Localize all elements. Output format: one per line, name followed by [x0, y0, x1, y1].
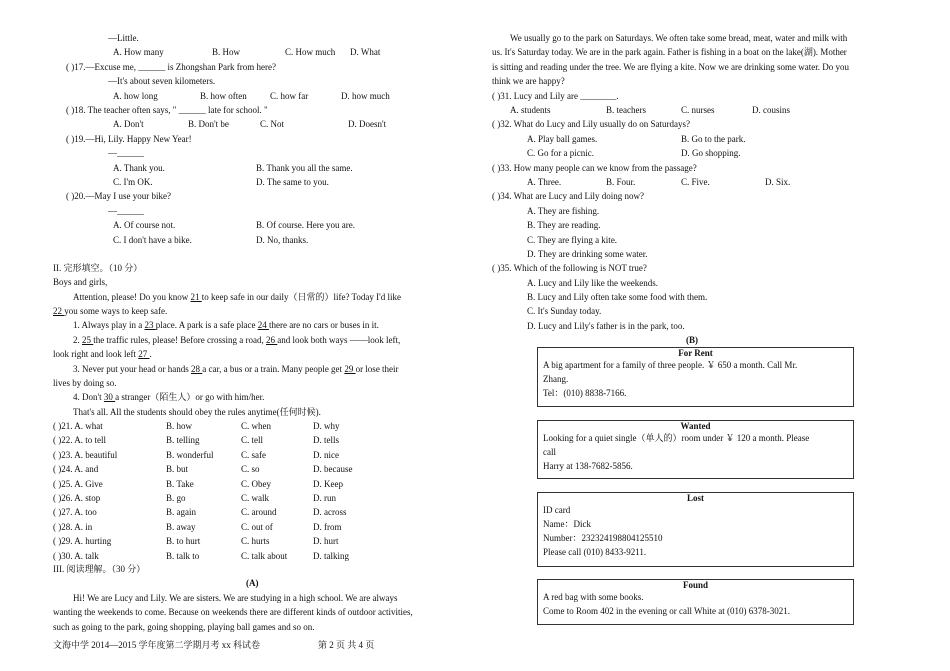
passage-line: We usually go to the park on Saturdays. We often take some bread, meat, water and milk with — [510, 33, 848, 43]
blank-23: 23 — [144, 320, 156, 330]
cloze-option: D. from — [313, 521, 342, 532]
ad-title: Lost — [686, 493, 704, 503]
q20-stem: ( )20.—May I use your bike? — [66, 191, 171, 201]
passage-b-title: (B) — [686, 335, 698, 345]
text: . — [149, 349, 152, 359]
q34-a: A. They are fishing. — [527, 206, 600, 216]
q32-a: A. Play ball games. — [527, 134, 598, 144]
ad-lost — [537, 492, 854, 567]
q32-stem: ( )32. What do Lucy and Lily usually do on Saturdays? — [492, 119, 691, 129]
cloze-option: B. wonderful — [166, 449, 214, 460]
q20-c: C. I don't have a bike. — [113, 235, 192, 245]
ad-line: call — [543, 447, 556, 457]
cloze-option: C. tell — [241, 435, 263, 446]
ad-body — [538, 358, 853, 400]
cloze-option: B. Take — [166, 478, 194, 489]
ad-found — [537, 579, 854, 625]
blank-21: 21 — [190, 292, 202, 302]
q20-a: A. Of course not. — [113, 220, 176, 230]
q19-stem: ( )19.—Hi, Lily. Happy New Year! — [66, 134, 192, 144]
q35-stem: ( )35. Which of the following is NOT true? — [492, 263, 647, 273]
footer-page: 第 2 页 共 4 页 — [318, 640, 375, 650]
cloze-option: ( )27. A. too — [53, 507, 97, 518]
cloze-option: B. to hurt — [166, 536, 201, 547]
q32-b: B. Go to the park. — [681, 134, 746, 144]
q19-b: B. Thank you all the same. — [256, 163, 353, 173]
passage-a-line: wanting the weekends to come. Because on weekends there are different kinds of outdoor activities, — [53, 607, 413, 617]
ad-line: Tel：(010) 8838-7166. — [543, 388, 627, 398]
text: look right and look left — [53, 349, 139, 359]
ad-wanted — [537, 420, 854, 479]
q31-a: A. students — [510, 105, 551, 115]
passage-line: is sitting and reading under the tree. We are flying a kite. Now we are drinking some water. Do you — [492, 62, 850, 72]
ad-line: ID card — [543, 505, 571, 515]
passage-a-line: such as going to the park, going shopping, playing ball games and so on. — [53, 622, 315, 632]
q16-cont: —Little. — [108, 33, 139, 43]
cloze-option: ( )23. A. beautiful — [53, 449, 118, 460]
text: place. A park is a safe place — [155, 320, 258, 330]
ad-body — [538, 431, 853, 473]
q18-c: C. Not — [260, 119, 285, 129]
text: Attention, please! Do you know — [73, 292, 191, 302]
ad-for-rent — [537, 347, 854, 407]
q32-d: D. Go shopping. — [681, 148, 741, 158]
q17-a: A. how long — [113, 91, 158, 101]
passage-a-line: Hi! We are Lucy and Lily. We are sisters. We are studying in a high school. We are always — [73, 593, 398, 603]
cloze-option: D. run — [313, 493, 336, 503]
cloze-line — [73, 392, 264, 403]
q32-c: C. Go for a picnic. — [527, 148, 594, 158]
text: or lose their — [355, 364, 399, 374]
q35-d: D. Lucy and Lily's father is in the park, too. — [527, 321, 685, 331]
q34-d: D. They are drinking some water. — [527, 249, 648, 259]
blank-24: 24 — [257, 320, 269, 330]
cloze-option: D. Keep — [313, 478, 343, 489]
cloze-option: C. Obey — [241, 478, 271, 489]
cloze-option: ( )26. A. stop — [53, 493, 101, 503]
text: a stranger（陌生人）or go with him/her. — [115, 392, 265, 402]
blank-26: 26 — [266, 335, 278, 345]
blank-29: 29 — [344, 364, 356, 374]
ad-title: For Rent — [678, 348, 713, 358]
cloze-line: That's all. All the students should obey the rules anytime(任何时候). — [73, 407, 321, 417]
text: 4. Don't — [73, 392, 104, 402]
reading-heading: III. 阅读理解。（30 分） — [53, 564, 146, 574]
cloze-option: B. telling — [166, 435, 200, 446]
blank-28: 28 — [190, 364, 203, 374]
q34-c: C. They are flying a kite. — [527, 235, 618, 245]
q16-d: D. What — [350, 47, 381, 57]
cloze-option: B. how — [166, 421, 193, 431]
text: to keep safe in our daily（日常的）life? Today I'd like — [201, 292, 402, 302]
q31-c: C. nurses — [681, 105, 715, 115]
q16-b: B. How — [212, 47, 241, 57]
q18-d: D. Doesn't — [348, 119, 387, 129]
q33-b: B. Four. — [606, 177, 636, 187]
text: 3. Never put your head or hands — [73, 364, 191, 374]
cloze-option: D. tells — [313, 435, 339, 446]
q33-stem: ( )33. How many people can we know from the passage? — [492, 163, 697, 173]
cloze-option: C. safe — [241, 449, 266, 460]
q31-d: D. cousins — [752, 105, 790, 115]
text: you some ways to keep safe. — [64, 306, 168, 316]
blank-25: 25 — [82, 335, 94, 345]
passage-line: think we are happy? — [492, 76, 565, 86]
q35-c: C. It's Sunday today. — [527, 306, 602, 316]
cloze-option: ( )21. A. what — [53, 421, 103, 431]
cloze-option: C. walk — [241, 493, 269, 503]
q19-c: C. I'm OK. — [113, 177, 153, 187]
cloze-option: C. around — [241, 507, 277, 518]
blank-22: 22 — [53, 306, 65, 316]
blank-30: 30 — [103, 392, 116, 402]
q34-b: B. They are reading. — [527, 220, 601, 230]
cloze-option: D. hurt — [313, 536, 339, 547]
text: and look both ways ——look left, — [277, 335, 401, 345]
cloze-option: C. talk about — [241, 550, 288, 561]
text: a car, a bus or a train. Many people get — [202, 364, 345, 374]
ad-line: Come to Room 402 in the evening or call White at (010) 6378-3021. — [543, 606, 791, 616]
cloze-line — [73, 364, 399, 375]
ad-line: Number：232324198804125510 — [543, 533, 663, 543]
q17-b: B. how often — [200, 91, 247, 101]
ad-line: Name：Dick — [543, 519, 591, 529]
text: 2. — [73, 335, 82, 345]
q20-stem2: —______ — [108, 206, 144, 216]
ad-line: A red bag with some books. — [543, 592, 644, 602]
cloze-option: D. because — [313, 464, 353, 475]
q31-stem: ( )31. Lucy and Lily are ________. — [492, 91, 619, 101]
cloze-option: B. away — [166, 521, 196, 532]
ad-body — [538, 590, 853, 618]
cloze-option: C. hurts — [241, 536, 270, 547]
cloze-greeting: Boys and girls, — [53, 277, 108, 287]
footer-left: 文海中学 2014—2015 学年度第二学期月考 xx 科试卷 — [53, 640, 261, 650]
ad-body — [538, 503, 853, 559]
q18-b: B. Don't be — [188, 119, 229, 129]
cloze-option: ( )22. A. to tell — [53, 435, 106, 446]
cloze-line — [53, 306, 167, 317]
q35-a: A. Lucy and Lily like the weekends. — [527, 278, 658, 288]
passage-a-title: (A) — [246, 578, 259, 588]
q17-c: C. how far — [270, 91, 309, 101]
q17-stem: ( )17.—Excuse me, ______ is Zhongshan Park from here? — [66, 62, 276, 72]
cloze-option: C. out of — [241, 521, 273, 532]
q35-b: B. Lucy and Lily often take some food with them. — [527, 292, 708, 302]
cloze-option: B. go — [166, 493, 186, 503]
ad-line: Please call (010) 8433-9211. — [543, 547, 647, 557]
q17-stem2: —It's about seven kilometers. — [108, 76, 216, 86]
q20-d: D. No, thanks. — [256, 235, 309, 245]
cloze-option: B. but — [166, 464, 189, 475]
ad-title: Found — [682, 580, 708, 590]
cloze-option: C. so — [241, 464, 260, 475]
q33-c: C. Five. — [681, 177, 710, 187]
cloze-option: D. across — [313, 507, 347, 518]
q16-c: C. How much — [285, 47, 336, 57]
text: the traffic rules, please! Before crossing a road, — [93, 335, 267, 345]
cloze-option: D. nice — [313, 449, 339, 460]
q19-stem2: —______ — [108, 148, 144, 158]
text: 1. Always play in a — [73, 320, 145, 330]
cloze-line — [73, 320, 379, 331]
cloze-option: ( )30. A. talk — [53, 550, 99, 561]
ad-title: Wanted — [680, 421, 711, 431]
cloze-line — [73, 335, 400, 346]
ad-line: Zhang. — [543, 374, 569, 384]
cloze-option: C. when — [241, 421, 271, 431]
q18-stem: ( )18. The teacher often says, " ______ late for school. " — [66, 105, 268, 115]
q33-a: A. Three. — [527, 177, 562, 187]
q34-stem: ( )34. What are Lucy and Lily doing now? — [492, 191, 645, 201]
q18-a: A. Don't — [113, 119, 144, 129]
cloze-option: ( )24. A. and — [53, 464, 99, 475]
cloze-option: D. why — [313, 421, 340, 431]
ad-line: Harry at 138-7682-5856. — [543, 461, 633, 471]
q20-b: B. Of course. Here you are. — [256, 220, 355, 230]
cloze-option: B. talk to — [166, 550, 200, 561]
ad-line: Looking for a quiet single（单人的）room under ￥ 120 a month. Please — [543, 433, 810, 443]
passage-line: us. It's Saturday today. We are in the park again. Father is fishing in a boat on the lake(湖). Mother — [492, 47, 847, 57]
q17-d: D. how much — [341, 91, 390, 101]
cloze-option: ( )25. A. Give — [53, 478, 103, 489]
q19-a: A. Thank you. — [113, 163, 165, 173]
q19-d: D. The same to you. — [256, 177, 329, 187]
cloze-option: B. again — [166, 507, 196, 518]
q16-a: A. How many — [113, 47, 164, 57]
cloze-line — [53, 349, 152, 360]
cloze-line — [73, 292, 401, 303]
cloze-option: ( )28. A. in — [53, 521, 93, 532]
q31-b: B. teachers — [606, 105, 646, 115]
ad-line: A big apartment for a family of three people. ￥ 650 a month. Call Mr. — [543, 360, 798, 370]
cloze-option: D. talking — [313, 550, 349, 561]
cloze-line: lives by doing so. — [53, 378, 117, 388]
blank-27: 27 — [138, 349, 150, 359]
q33-d: D. Six. — [765, 177, 791, 187]
cloze-option: ( )29. A. hurting — [53, 536, 112, 547]
cloze-heading: II. 完形填空。（10 分） — [53, 263, 143, 273]
text: there are no cars or buses in it. — [268, 320, 379, 330]
